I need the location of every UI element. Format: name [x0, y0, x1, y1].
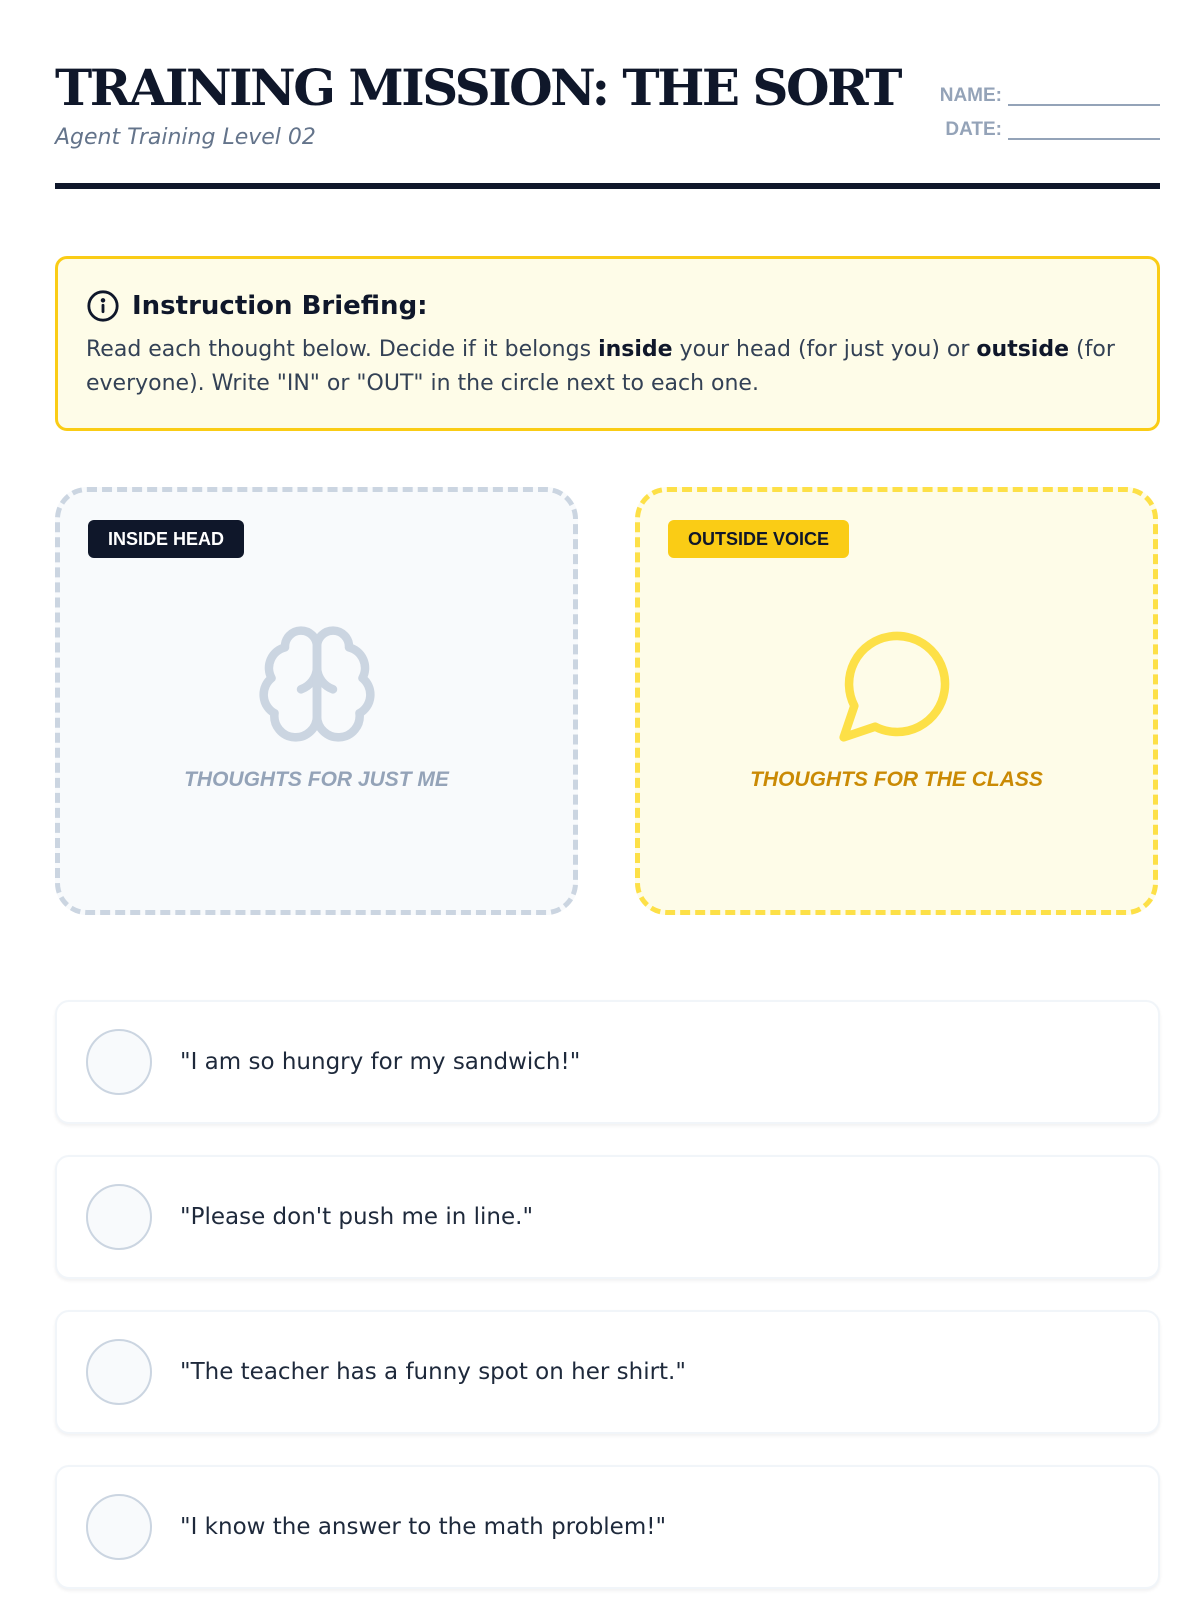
thought-item [55, 1310, 1160, 1434]
thought-item [55, 1465, 1160, 1589]
worksheet-header [55, 56, 1160, 188]
briefing-text-part: Read each thought below. Decide if it belongs [86, 337, 599, 362]
outside-voice-tag: OUTSIDE VOICE [668, 520, 849, 558]
speech-bubble-icon [833, 620, 961, 748]
thought-item [55, 1155, 1160, 1279]
name-date-block [928, 74, 1160, 142]
name-label: NAME: [939, 85, 1002, 106]
briefing-text [86, 333, 1129, 401]
date-row [928, 108, 1160, 142]
thought-text: "I know the answer to the math problem!" [180, 1514, 667, 1540]
inside-head-tag: INSIDE HEAD [88, 520, 244, 558]
name-field[interactable] [1008, 88, 1160, 106]
page-title: TRAINING MISSION: THE SORT [55, 58, 900, 117]
thought-text: "I am so hungry for my sandwich!" [180, 1049, 581, 1075]
answer-circle[interactable] [86, 1339, 152, 1405]
outside-voice-zone [635, 487, 1158, 915]
brain-icon [253, 620, 381, 748]
briefing-title: Instruction Briefing: [132, 291, 428, 321]
date-field[interactable] [1008, 122, 1160, 140]
header-divider [55, 183, 1160, 189]
info-icon [86, 289, 120, 323]
answer-circle[interactable] [86, 1494, 152, 1560]
inside-head-caption: THOUGHTS FOR JUST ME [184, 768, 449, 791]
outside-voice-caption: THOUGHTS FOR THE CLASS [750, 768, 1043, 791]
thought-item [55, 1000, 1160, 1124]
instruction-briefing [55, 256, 1160, 431]
name-row [928, 74, 1160, 108]
briefing-bold-inside: inside [598, 337, 673, 362]
briefing-text-part: (for everyone). Write "IN" or "OUT" in the circle next to each one. [86, 337, 1115, 396]
answer-circle[interactable] [86, 1029, 152, 1095]
thought-text: "Please don't push me in line." [180, 1204, 534, 1230]
inside-head-zone [55, 487, 578, 915]
answer-circle[interactable] [86, 1184, 152, 1250]
briefing-header [86, 289, 1129, 323]
page-subtitle: Agent Training Level 02 [55, 125, 316, 150]
date-label: DATE: [945, 119, 1002, 140]
briefing-text-part: your head (for just you) or [672, 337, 977, 362]
thought-text: "The teacher has a funny spot on her shirt." [180, 1359, 686, 1385]
briefing-bold-outside: outside [976, 337, 1070, 362]
